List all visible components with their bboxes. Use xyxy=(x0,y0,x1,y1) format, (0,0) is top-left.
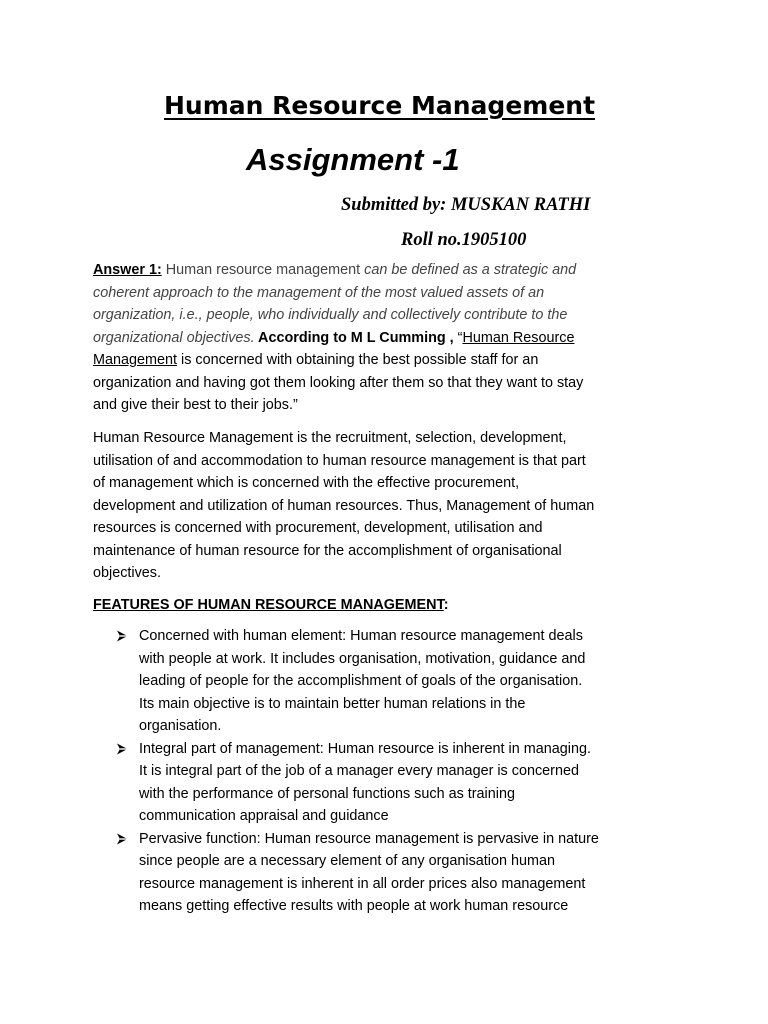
list-item: Integral part of management: Human resource is inherent in managing. It is integral part of the job of a manager every manager is concerned with the performance of personal functions such as training communication appraisal and guidance xyxy=(116,738,686,828)
roll-number-line: Roll no.1905100 xyxy=(401,230,527,250)
document-title: Human Resource Management xyxy=(164,91,596,120)
assignment-subtitle: Assignment -1 xyxy=(246,142,460,177)
paragraph-line: utilisation of and accommodation to human resource management is that part xyxy=(93,452,586,469)
answer-line-2: coherent approach to the management of the most valued assets of an xyxy=(93,284,545,301)
answer-line-5: Management is concerned with obtaining the best possible staff for an xyxy=(93,352,539,368)
features-heading-line: FEATURES OF HUMAN RESOURCE MANAGEMENT: xyxy=(93,597,449,613)
definition-paragraph xyxy=(93,427,683,585)
arrow-bullet-icon xyxy=(116,630,128,642)
submitted-by-line: Submitted by: MUSKAN RATHI xyxy=(341,195,591,215)
answer-line-6: organization and having got them looking after them so that they want to stay xyxy=(93,374,584,391)
answer-paragraph xyxy=(93,259,683,417)
paragraph-line: objectives. xyxy=(93,565,161,581)
paragraph-line: development and utilization of human resources. Thus, Management of human xyxy=(93,497,595,514)
list-item: Concerned with human element: Human resource management deals with people at work. It includes organisation, motivation, guidance and leading of people for the accomplishment of goals of the organisation. Its main objective is to maintain better human relations in the organisation. xyxy=(116,625,686,738)
paragraph-line: resources is concerned with procurement, development, utilisation and xyxy=(93,520,543,536)
citation-author: According to M L Cumming , xyxy=(254,329,454,346)
paragraph-line: maintenance of human resource for the accomplishment of organisational xyxy=(93,542,562,559)
arrow-bullet-icon xyxy=(116,833,128,845)
answer-label: Answer 1: xyxy=(93,262,162,278)
paragraph-line: Human Resource Management is the recruitment, selection, development, xyxy=(93,430,567,446)
answer-line-3: organization, i.e., people, who individually and collectively contribute to the xyxy=(93,307,568,323)
answer-line-1: Answer 1: Human resource management can be defined as a strategic and xyxy=(93,262,577,278)
answer-line-7: and give their best to their jobs.” xyxy=(93,397,298,413)
paragraph-line: of management which is concerned with the effective procurement, xyxy=(93,475,520,491)
features-heading: FEATURES OF HUMAN RESOURCE MANAGEMENT xyxy=(93,597,444,613)
list-item: Pervasive function: Human resource management is pervasive in nature since people are a necessary element of any organisation human resource management is inherent in all order prices also management means getting effective results with people at work human resource xyxy=(116,828,686,918)
features-list xyxy=(116,625,686,918)
answer-line-4: organizational objectives. According to M L Cumming , “Human Resource xyxy=(93,329,575,346)
arrow-bullet-icon xyxy=(116,743,128,755)
